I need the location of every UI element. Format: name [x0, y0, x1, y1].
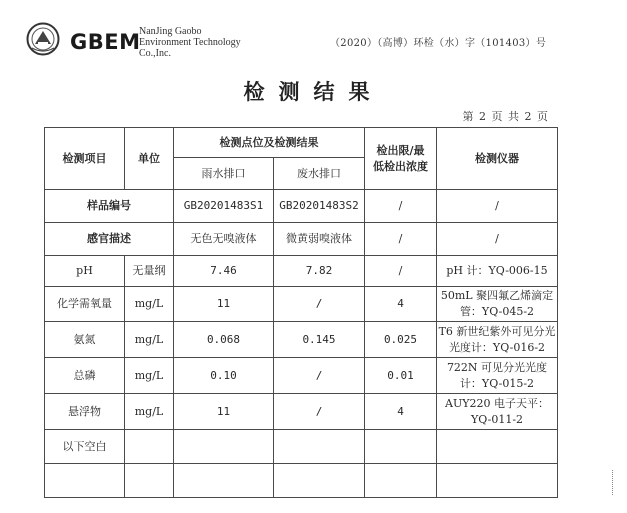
cell: mg/L	[125, 322, 174, 358]
page-title: 检测结果	[243, 79, 384, 104]
cell: 50mL 聚四氟乙烯滴定管：YQ-045-2	[437, 287, 558, 322]
table-row	[45, 322, 558, 358]
sample-number-label: 样品编号	[45, 190, 174, 223]
table-row	[45, 190, 558, 223]
cell	[365, 464, 437, 498]
cell: 4	[365, 287, 437, 322]
cell: 7.46	[174, 256, 274, 287]
cell: 0.025	[365, 322, 437, 358]
table-row	[45, 394, 558, 430]
cell: 11	[174, 394, 274, 430]
cell	[174, 464, 274, 498]
cell	[437, 430, 558, 464]
cell: /	[274, 358, 365, 394]
cell: mg/L	[125, 287, 174, 322]
cell: mg/L	[125, 358, 174, 394]
company-name	[139, 26, 241, 59]
cell: /	[365, 256, 437, 287]
cell: 无量纲	[125, 256, 174, 287]
header-point-rain: 雨水排口	[174, 158, 274, 190]
cell: pH 计：YQ-006-15	[437, 256, 558, 287]
header-point-waste: 废水排口	[274, 158, 365, 190]
cell: 氨氮	[45, 322, 125, 358]
cell: 无色无嗅液体	[174, 223, 274, 256]
table-row	[45, 430, 558, 464]
company-line: Co.,Inc.	[139, 48, 171, 59]
cell: 722N 可见分光光度计：YQ-015-2	[437, 358, 558, 394]
cell: mg/L	[125, 394, 174, 430]
cell: 化学需氧量	[45, 287, 125, 322]
cell: 悬浮物	[45, 394, 125, 430]
cell: AUY220 电子天平：YQ-011-2	[437, 394, 558, 430]
cell: /	[365, 190, 437, 223]
header-unit: 单位	[125, 128, 174, 190]
cell	[437, 464, 558, 498]
cell	[365, 430, 437, 464]
cell: 11	[174, 287, 274, 322]
company-line: Environment Technology	[139, 37, 241, 48]
cell	[45, 464, 125, 498]
cell: 0.145	[274, 322, 365, 358]
company-line: NanJing Gaobo	[139, 26, 202, 37]
cell: /	[437, 223, 558, 256]
table-row	[45, 223, 558, 256]
cell	[125, 430, 174, 464]
table-row	[45, 256, 558, 287]
cell: 0.01	[365, 358, 437, 394]
results-table	[44, 127, 558, 498]
cell: /	[274, 287, 365, 322]
header-limit: 检出限/最低检出浓度	[365, 128, 437, 190]
cell: GB20201483S1	[174, 190, 274, 223]
cell: /	[437, 190, 558, 223]
cell: 微黄弱嗅液体	[274, 223, 365, 256]
table-row	[45, 464, 558, 498]
header-instrument: 检测仪器	[437, 128, 558, 190]
cell: 0.068	[174, 322, 274, 358]
cell: 总磷	[45, 358, 125, 394]
blank-marker: 以下空白	[45, 430, 125, 464]
scan-edge-mark	[612, 470, 621, 495]
document-number: （2020）（高博）环检（水）字（101403）号	[330, 38, 547, 49]
cell: GB20201483S2	[274, 190, 365, 223]
cell: 7.82	[274, 256, 365, 287]
cell: /	[274, 394, 365, 430]
cell	[174, 430, 274, 464]
cell	[274, 464, 365, 498]
company-seal-icon	[26, 22, 60, 56]
header-item: 检测项目	[45, 128, 125, 190]
table-row	[45, 287, 558, 322]
cell	[274, 430, 365, 464]
cell: 4	[365, 394, 437, 430]
cell: 0.10	[174, 358, 274, 394]
cell: /	[365, 223, 437, 256]
brand-name: GBEM	[70, 30, 141, 54]
page-indicator: 第 2 页 共 2 页	[462, 110, 549, 123]
cell: T6 新世纪紫外可见分光光度计：YQ-016-2	[437, 322, 558, 358]
sensory-label: 感官描述	[45, 223, 174, 256]
cell: pH	[45, 256, 125, 287]
table-row	[45, 358, 558, 394]
header-points: 检测点位及检测结果	[174, 128, 365, 158]
cell	[125, 464, 174, 498]
